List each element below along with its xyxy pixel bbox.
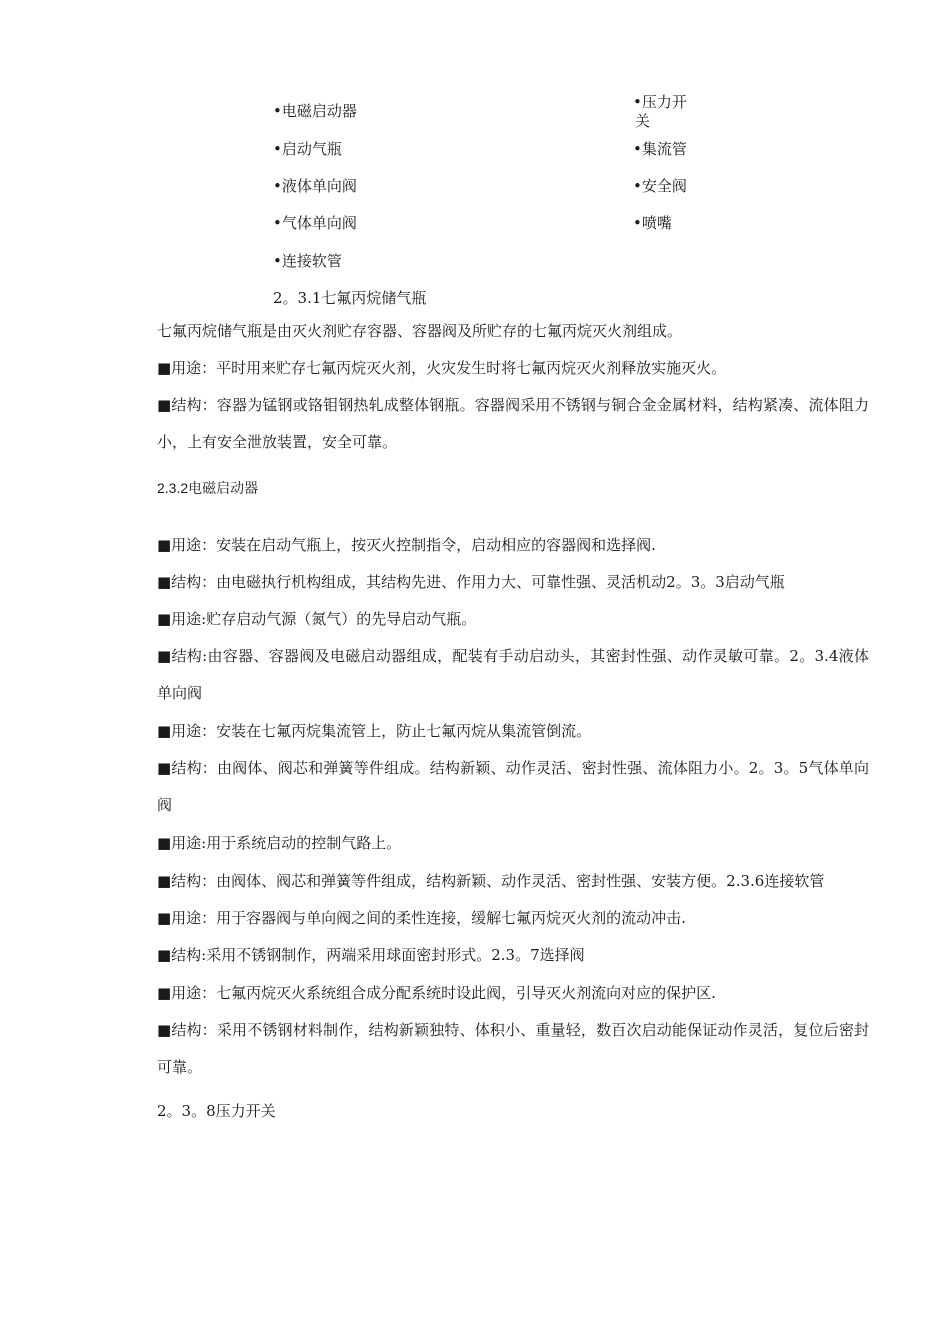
paragraph-structure: ■结构：采用不锈钢材料制作，结构新颖独特、体积小、重量轻，数百次启动能保证动作灵活，复位后密封可靠。 <box>157 1021 869 1076</box>
paragraph-structure: ■结构：由阀体、阀芯和弹簧等件组成。结构新颖、动作灵活、密封性强、流体阻力小。2。3。5气体单向阀 <box>157 759 869 814</box>
section-heading: 2。3。8压力开关 <box>157 1102 276 1120</box>
paragraph-use: ■用途：安装在七氟丙烷集流管上，防止七氟丙烷从集流管倒流。 <box>157 722 592 740</box>
paragraph-structure: ■结构:采用不锈钢制作，两端采用球面密封形式。2.3。7选择阀 <box>157 946 585 964</box>
paragraph-use: ■用途：七氟丙烷灭火系统组合成分配系统时设此阀，引导灭火剂流向对应的保护区. <box>157 984 716 1002</box>
paragraph-use: ■用途：用于容器阀与单向阀之间的柔性连接，缓解七氟丙烷灭火剂的流动冲击. <box>157 909 686 927</box>
paragraph: 七氟丙烷储气瓶是由灭火剂贮存容器、容器阀及所贮存的七氟丙烷灭火剂组成。 <box>157 322 683 340</box>
list-item: •电磁启动器 <box>273 102 357 120</box>
list-item: •连接软管 <box>273 252 342 270</box>
list-item: •喷嘴 <box>633 214 672 232</box>
paragraph-use: ■用途:用于系统启动的控制气路上。 <box>157 834 402 852</box>
paragraph-use: ■用途：平时用来贮存七氟丙烷灭火剂，火灾发生时将七氟丙烷灭火剂释放实施灭火。 <box>157 359 727 377</box>
list-item: •集流管 <box>633 140 687 158</box>
section-heading: 2。3.1七氟丙烷储气瓶 <box>273 289 427 307</box>
paragraph-use: ■用途：安装在启动气瓶上，按灭火控制指令，启动相应的容器阀和选择阀. <box>157 536 656 554</box>
list-item-continuation: 关 <box>635 112 651 130</box>
paragraph-structure: ■结构:由容器、容器阀及电磁启动器组成，配装有手动启动头，其密封性强、动作灵敏可靠。2。3.4液体单向阀 <box>157 647 869 702</box>
list-item: •液体单向阀 <box>273 177 357 195</box>
list-item: •气体单向阀 <box>273 214 357 232</box>
paragraph-use: ■用途:贮存启动气源（氮气）的先导启动气瓶。 <box>157 610 477 628</box>
section-heading: 2.3.2电磁启动器 <box>157 480 259 496</box>
paragraph-structure: ■结构：容器为锰钢或铬钼钢热轧成整体钢瓶。容器阀采用不锈钢与铜合金金属材料，结构紧凑、流体阻力小，上有安全泄放装置，安全可靠。 <box>157 396 869 451</box>
paragraph-structure: ■结构：由阀体、阀芯和弹簧等件组成，结构新颖、动作灵活、密封性强、安装方便。2.3.6连接软管 <box>157 872 825 890</box>
list-item: •启动气瓶 <box>273 140 342 158</box>
list-item: •安全阀 <box>633 177 687 195</box>
paragraph-structure: ■结构：由电磁执行机构组成，其结构先进、作用力大、可靠性强、灵活机动2。3。3启动气瓶 <box>157 573 785 591</box>
list-item: •压力开 <box>633 93 687 111</box>
